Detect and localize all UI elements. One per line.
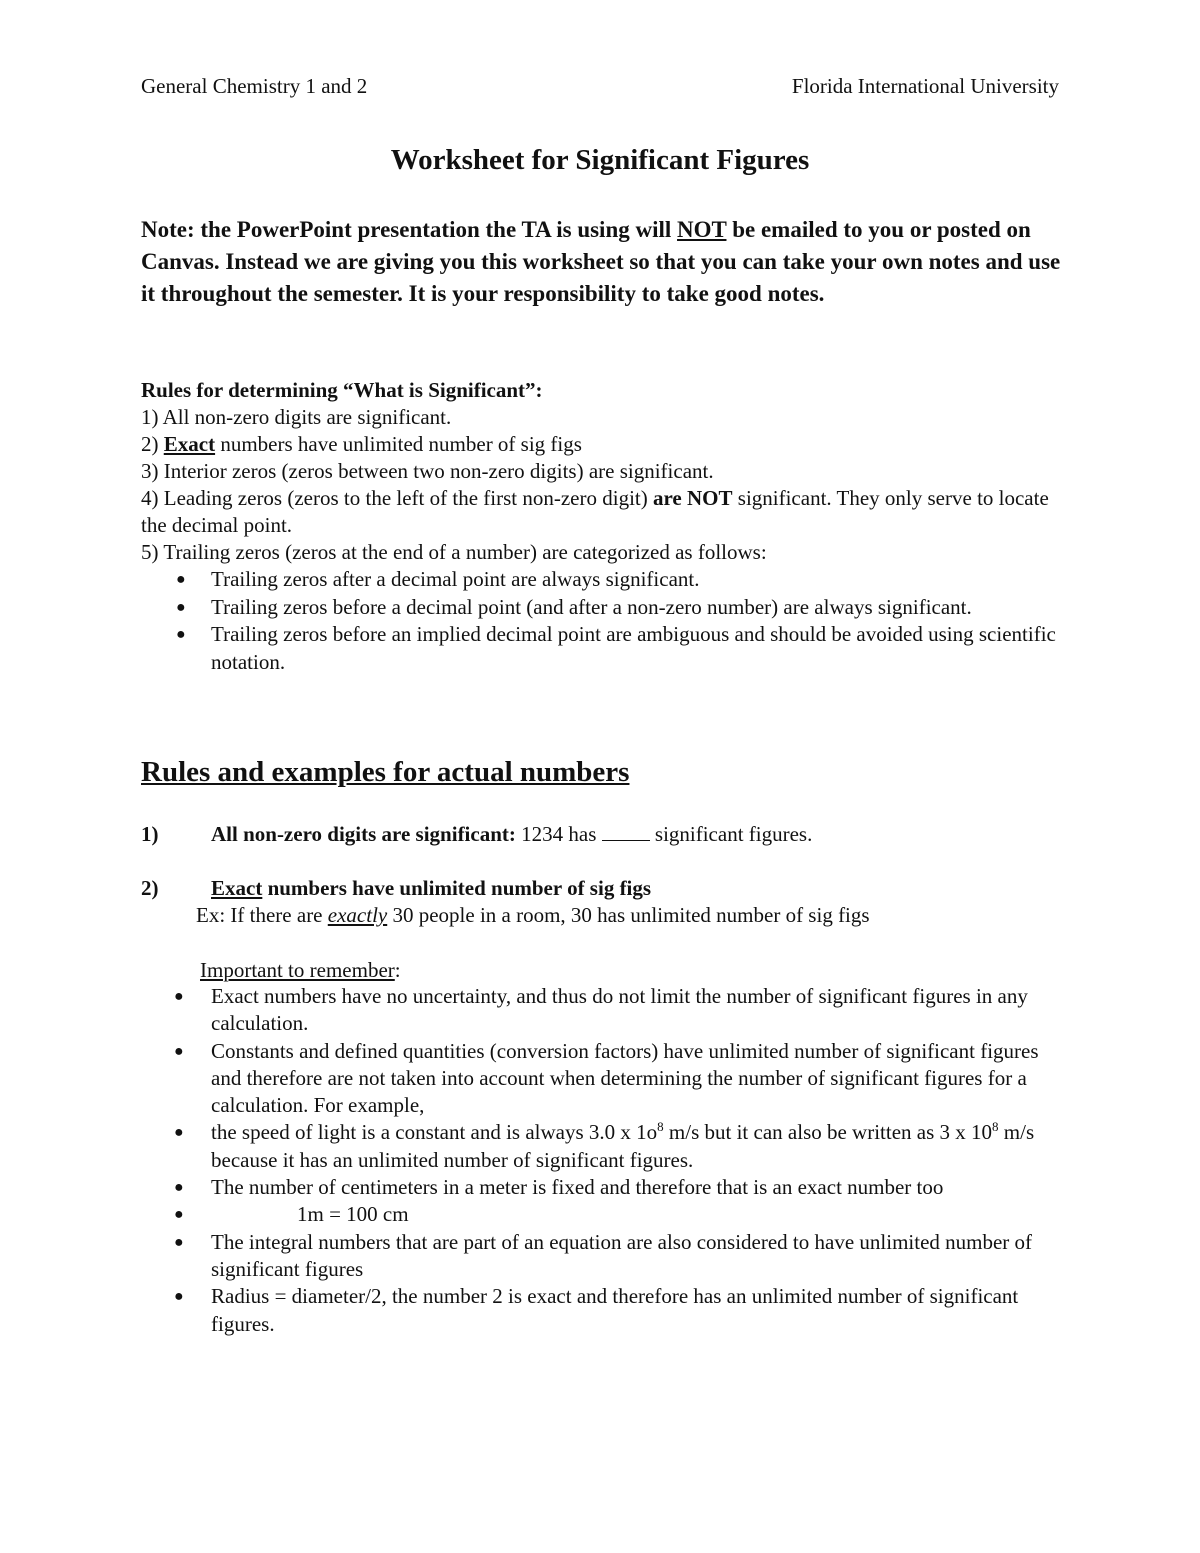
example-1-text-post: significant figures. [649, 822, 813, 846]
rule-2-emphasis: Exact [163, 432, 216, 456]
conversion-equation: 1m = 100 cm [297, 1202, 409, 1227]
example-2-sentence [196, 902, 1116, 929]
example-2-num: 2) [141, 876, 159, 900]
note-text-post: be emailed to you or posted on Canvas. Instead we are giving you this worksheet so that you can take your own notes and use it throughout the semester. It is your responsibility to take good notes. [141, 217, 1061, 306]
list-item [176, 621, 1056, 676]
exponent: 8 [992, 1119, 999, 1135]
rule-4-text-pre: 4) Leading zeros (zeros to the left of the first non-zero digit) [141, 486, 653, 510]
rule-2-text: numbers have unlimited number of sig figs [215, 432, 582, 456]
list-item-text: Constants and defined quantities (conversion factors) have unlimited number of significant figures and therefore are not taken into account when determining the number of significant figures for a calculation. For example, [211, 1038, 1039, 1118]
speed-of-light-text-pre: the speed of light is a constant and is always 3.0 x 1o [211, 1120, 658, 1145]
section-heading: Rules and examples for actual numbers [141, 756, 630, 788]
list-item [176, 594, 1056, 622]
bullet-icon: ● [174, 1206, 184, 1224]
bullet-icon: ● [174, 988, 184, 1005]
list-item-text: Trailing zeros after a decimal point are always significant. [211, 567, 700, 591]
example-1-text: 1234 has [515, 822, 602, 846]
rule-4 [141, 485, 1061, 539]
note-text-pre: Note: the PowerPoint presentation the TA is using will [141, 217, 678, 242]
example-1-num: 1) [141, 822, 159, 846]
list-item [176, 1119, 1066, 1174]
bullet-icon: ● [176, 626, 186, 643]
header-course: General Chemistry 1 and 2 [141, 74, 368, 98]
example-1 [141, 821, 1071, 848]
important-label-text: Important to remember [200, 958, 395, 982]
rule-1: 1) All non-zero digits are significant. [141, 405, 452, 429]
list-item-text: The number of centimeters in a meter is fixed and therefore that is an exact number too [211, 1175, 944, 1200]
list-item-text: Exact numbers have no uncertainty, and thus do not limit the number of significant figures in any calculation. [211, 984, 1028, 1036]
bullet-icon: ● [174, 1288, 184, 1306]
example-1-rule: All non-zero digits are significant: [211, 822, 516, 846]
rule-4-emphasis: are NOT [652, 486, 733, 510]
important-list [176, 983, 1066, 1338]
speed-of-light-text-mid: m/s but it can also be written as 3 x 10 [663, 1120, 993, 1145]
list-item-text: The integral numbers that are part of an equation are also considered to have unlimited number of significant figures [211, 1229, 1033, 1281]
note-paragraph [141, 214, 1071, 310]
list-item-text: Trailing zeros before a decimal point (and after a non-zero number) are always significant. [211, 594, 972, 619]
bullet-icon: ● [174, 1124, 184, 1142]
example-2-sentence-post: 30 people in a room, 30 has unlimited number of sig figs [387, 903, 870, 927]
list-item [176, 983, 1066, 1038]
important-label-colon: : [394, 958, 401, 982]
example-2-sentence-pre: Ex: If there are [196, 903, 328, 927]
list-item-text: Radius = diameter/2, the number 2 is exact and therefore has an unlimited number of significant figures. [211, 1284, 1019, 1336]
bullet-icon: ● [176, 598, 186, 616]
page-title: Worksheet for Significant Figures [390, 144, 810, 176]
rule-4-text-post: significant. They only serve to locate the decimal point. [141, 486, 1049, 537]
list-item [176, 1201, 1066, 1228]
list-item [176, 1174, 1066, 1201]
example-2-emphasis: Exact [211, 876, 263, 900]
list-item [176, 1038, 1066, 1120]
header-university: Florida International University [791, 74, 1059, 98]
speed-of-light-text-post: m/s because it has an unlimited number of significant figures. [211, 1120, 1035, 1172]
bullet-icon: ● [174, 1179, 184, 1197]
exponent: 8 [657, 1119, 664, 1135]
bullet-icon: ● [176, 571, 186, 588]
example-2-sentence-emphasis: exactly [327, 903, 388, 927]
list-item [176, 566, 1056, 594]
trailing-zeros-list [176, 566, 1056, 676]
rule-3: 3) Interior zeros (zeros between two non-zero digits) are significant. [141, 459, 714, 483]
note-emphasis: NOT [677, 217, 727, 242]
bullet-icon: ● [174, 1042, 184, 1060]
list-item-text: Trailing zeros before an implied decimal point are ambiguous and should be avoided using scientific notation. [211, 622, 1056, 674]
important-label [200, 957, 1120, 984]
rule-5: 5) Trailing zeros (zeros at the end of a number) are categorized as follows: [141, 540, 767, 564]
rules-heading: Rules for determining “What is Significant”: [141, 378, 543, 402]
example-2 [141, 875, 1071, 902]
rule-2 [141, 431, 1061, 458]
rule-2-num: 2) [141, 432, 164, 456]
bullet-icon: ● [174, 1233, 184, 1251]
list-item [176, 1283, 1066, 1338]
list-item [176, 1229, 1066, 1284]
example-2-rule: numbers have unlimited number of sig figs [262, 876, 652, 900]
answer-blank[interactable] [602, 822, 650, 841]
